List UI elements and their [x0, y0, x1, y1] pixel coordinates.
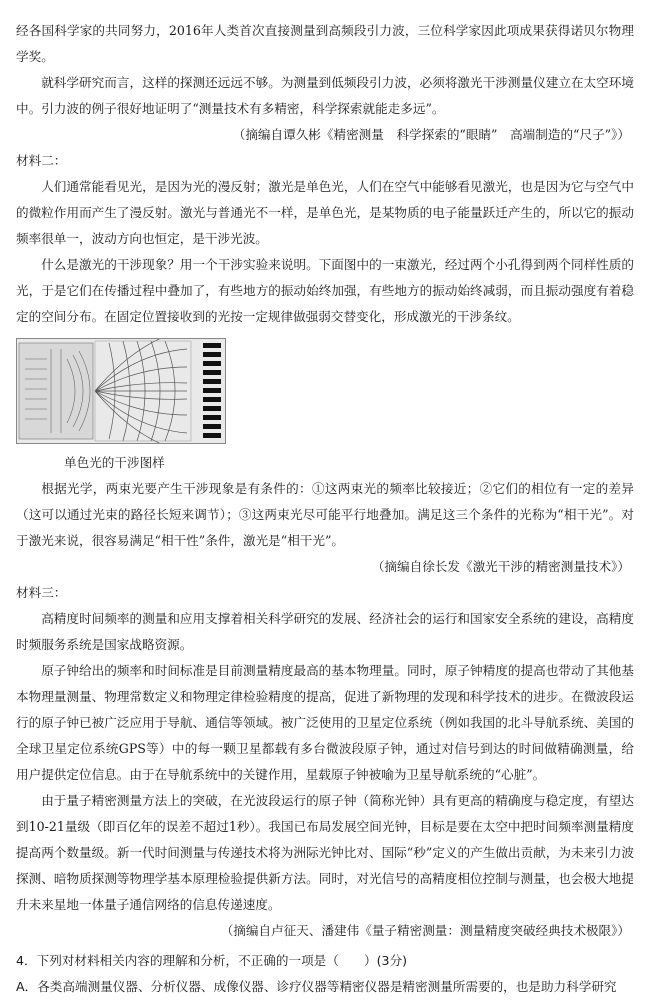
paragraph-laser-monochrome: 人们通常能看见光，是因为光的漫反射；激光是单色光，人们在空气中能够看见激光，也是因为它与空气中的微粒作用而产生了漫反射。激光与普通光不一样，是单色光，是某物质的电子能量跃迁产生的，所以它的振动频率很单一，波动方向也恒定，是干涉光波。	[16, 179, 634, 246]
source-citation-3: （摘编自卢征天、潘建伟《量子精密测量：测量精度突破经典技术极限》）	[220, 923, 630, 938]
paragraph-time-frequency: 高精度时间频率的测量和应用支撑着相关科学研究的发展、经济社会的运行和国家安全系统的建设，高精度时频服务系统是国家战略资源。	[16, 611, 634, 652]
paragraph-space-interferometer: 就科学研究而言，这样的探测还远远不够。为测量到低频段引力波，必须将激光干涉测量仪建立在太空环境中。引力波的例子很好地证明了“测量技术有多精密，科学探索就能走多远”。	[16, 75, 634, 116]
figure-caption: 单色光的干涉图样	[64, 455, 165, 470]
paragraph-optical-clock: 由于量子精密测量方法上的突破，在光波段运行的原子钟（简称光钟）具有更高的精确度与稳定度，有望达到10-21量级（即百亿年的误差不超过1秒）。我国已布局发展空间光钟，目标是要在太空中把时间频率测量精度提高两个数量级。新一代时间测量与传递技术将为洲际光钟比对、国际“秒”定义的产生做出贡献，为未来引力波探测、暗物质探测等物理学基本原理检验提供新方法。同时，对光信号的高精度相位控制与测量，也会极大地提升未来星地一体量子通信网络的信息传递速度。	[16, 793, 634, 912]
paragraph-atomic-clock: 原子钟给出的频率和时间标准是目前测量精度最高的基本物理量。同时，原子钟精度的提高也带动了其他基本物理量测量、物理常数定义和物理定律检验精度的提高，促进了新物理的发现和科学技术的进步。在微波段运行的原子钟已被广泛应用于导航、通信等领域。被广泛使用的卫星定位系统（例如我国的北斗导航系统、美国的全球卫星定位系统GPS等）中的每一颗卫星都载有多台微波段原子钟，通过对信号到达的时间做精确测量，给用户提供定位信息。由于在导航系统中的关键作用，星载原子钟被喻为卫星导航系统的“心脏”。	[16, 663, 634, 782]
source-citation-2: （摘编自徐长发《激光干涉的精密测量技术》）	[371, 559, 630, 574]
material-two-heading: 材料二：	[16, 153, 67, 168]
interference-pattern-image	[17, 339, 225, 443]
question-4-option-a: A．各类高端测量仪器、分析仪器、成像仪器、诊疗仪器等精密仪器是精密测量所需要的，也是助力科学研究	[16, 979, 617, 994]
paragraph-gravitational-wave: 经各国科学家的共同努力，2016年人类首次直接测量到高频段引力波，三位科学家因此项成果获得诺贝尔物理学奖。	[16, 23, 634, 64]
paragraph-coherence-conditions: 根据光学，两束光要产生干涉现象是有条件的：①这两束光的频率比较接近；②它们的相位有一定的差异（这可以通过光束的路径长短来调节）；③这两束光尽可能平行地叠加。满足这三个条件的光称为“相干光”。对于激光来说，很容易满足“相干性”条件，激光是“相干光”。	[16, 481, 634, 548]
question-4: 4．下列对材料相关内容的理解和分析，不正确的一项是（ ）(3分)	[16, 953, 408, 968]
material-three-heading: 材料三：	[16, 585, 67, 600]
source-citation-1: （摘编自谭久彬《精密测量 科学探索的“眼睛” 高端制造的“尺子”》）	[232, 127, 630, 142]
interference-pattern-figure	[16, 338, 226, 444]
paragraph-interference-explained: 什么是激光的干涉现象？用一个干涉实验来说明。下面图中的一束激光，经过两个小孔得到两个同样性质的光，于是它们在传播过程中叠加了，有些地方的振动始终加强，有些地方的振动始终减弱，而且振动强度有着稳定的空间分布。在固定位置接收到的光按一定规律做强弱交替变化，形成激光的干涉条纹。	[16, 257, 634, 324]
